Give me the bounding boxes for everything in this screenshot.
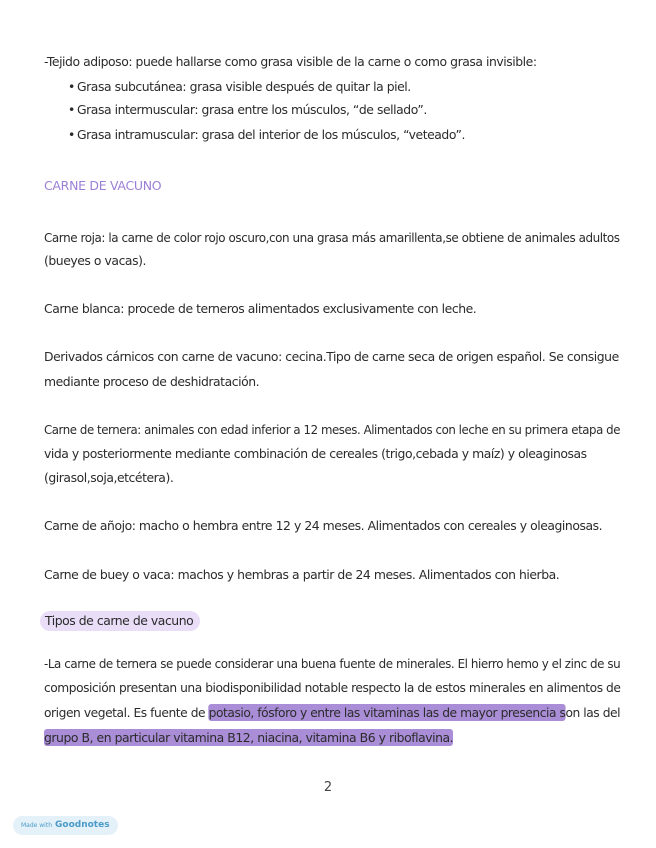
paragraph-line: vida y posteriormente mediante combinación de cereales (trigo,cebada y maíz) y oleaginosas xyxy=(44,446,587,461)
plain-text: on las del xyxy=(565,705,621,720)
bullet-dot-icon: • xyxy=(68,79,75,94)
paragraph-line: Carne de añojo: macho o hembra entre 12 y 24 meses. Alimentados con cereales y oleaginosas. xyxy=(44,518,603,533)
paragraph-line: (girasol,soja,etcétera). xyxy=(44,470,174,485)
bullet-item xyxy=(68,101,427,119)
made-with-goodnotes-badge[interactable] xyxy=(13,816,118,835)
page-number: 2 xyxy=(323,780,333,795)
bullet-item xyxy=(68,126,465,144)
bullet-item xyxy=(68,78,411,96)
paragraph-line: -La carne de ternera se puede considerar una buena fuente de minerales. El hierro hemo y el zinc de su xyxy=(44,656,621,671)
paragraph-line: Carne de ternera: animales con edad inferior a 12 meses. Alimentados con leche en su primera etapa de xyxy=(44,422,621,437)
paragraph-line: (bueyes o vacas). xyxy=(44,253,146,268)
paragraph-line xyxy=(44,704,620,722)
paragraph-line: composición presentan una biodisponibilidad notable respecto la de estos minerales en alimentos de xyxy=(44,680,621,695)
intro-line: -Tejido adiposo: puede hallarse como grasa visible de la carne o como grasa invisible: xyxy=(44,54,537,69)
highlighted-text: grupo B, en particular vitamina B12, niacina, vitamina B6 y riboflavina. xyxy=(44,730,454,745)
paragraph-line: Carne de buey o vaca: machos y hembras a partir de 24 meses. Alimentados con hierba. xyxy=(44,567,560,582)
section-heading: CARNE DE VACUNO xyxy=(44,178,162,193)
bullet-dot-icon: • xyxy=(68,102,75,117)
badge-prefix: Made with xyxy=(21,822,52,829)
bullet-text: Grasa subcutánea: grasa visible después de quitar la piel. xyxy=(77,79,411,94)
paragraph-line: Carne blanca: procede de terneros alimentados exclusivamente con leche. xyxy=(44,301,477,316)
paragraph-line: mediante proceso de deshidratación. xyxy=(44,374,260,389)
bullet-text: Grasa intramuscular: grasa del interior de los músculos, “veteado”. xyxy=(77,127,465,142)
paragraph-line xyxy=(44,729,453,747)
highlighted-text: potasio, fósforo y entre las vitaminas las de mayor presencia s xyxy=(208,705,566,720)
paragraph-line: Derivados cárnicos con carne de vacuno: cecina.Tipo de carne seca de origen español. Se consigue xyxy=(44,349,619,364)
paragraph-line: Carne roja: la carne de color rojo oscuro,con una grasa más amarillenta,se obtiene de animales adultos xyxy=(44,230,620,245)
bullet-text: Grasa intermuscular: grasa entre los músculos, “de sellado”. xyxy=(77,102,427,117)
plain-text: origen vegetal. Es fuente de xyxy=(44,705,209,720)
bullet-dot-icon: • xyxy=(68,127,75,142)
subheading-highlighted: Tipos de carne de vacuno xyxy=(40,611,200,631)
badge-brand: Goodnotes xyxy=(55,820,110,830)
